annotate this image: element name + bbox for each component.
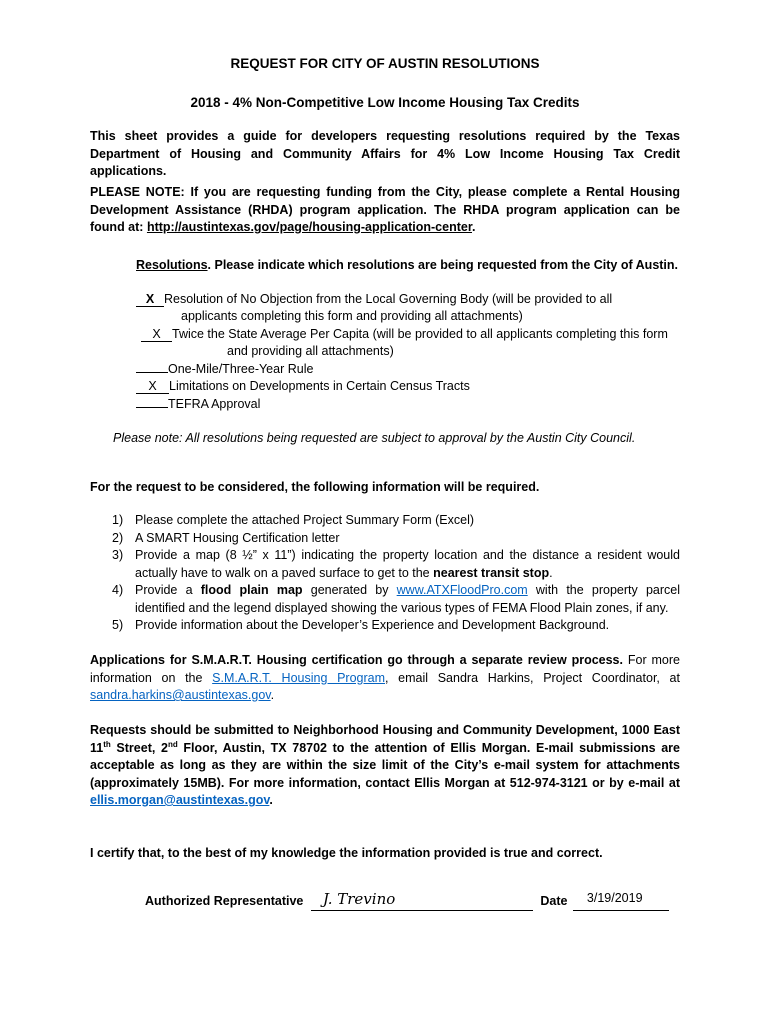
submission-text-3: Floor, Austin, TX 78702 to the attention of Ellis Morgan. E-mail submissions are acceptable as long as they are within the size limit of the City’s e-mail system for attachments (approximately 15MB). For more information, contact Ellis Morgan at 512-974-3121 or by e-mail at xyxy=(90,740,680,790)
smart-text-2: , email Sandra Harkins, Project Coordinator, at xyxy=(385,670,680,685)
resolutions-label: Resolutions xyxy=(136,258,208,272)
please-note-paragraph xyxy=(90,184,680,237)
resolution-item-tefra xyxy=(136,396,260,414)
list-number: 1) xyxy=(112,513,124,527)
list-text-mid: generated by xyxy=(302,583,397,597)
required-info-list xyxy=(90,512,680,635)
resolution-item-one-mile xyxy=(136,361,313,379)
smart-bold-text: Applications for S.M.A.R.T. Housing certification go through a separate review process. xyxy=(90,653,623,667)
smart-housing-program-link[interactable]: S.M.A.R.T. Housing Program xyxy=(212,670,386,685)
superscript: th xyxy=(103,739,111,749)
intro-paragraph: This sheet provides a guide for developers requesting resolutions required by the Texas Department of Housing and Community Affairs for 4% Low Income Housing Tax Credit applications. xyxy=(90,129,680,178)
list-text-end: . xyxy=(549,565,553,580)
list-number: 3) xyxy=(112,548,124,562)
list-text: Please complete the attached Project Summary Form (Excel) xyxy=(135,513,475,527)
signature-value: J. Trevino xyxy=(322,890,396,908)
list-item xyxy=(90,530,680,548)
resolution-mark[interactable]: X xyxy=(136,379,169,394)
ellis-morgan-email-link[interactable]: ellis.morgan@austintexas.gov xyxy=(90,793,270,807)
date-label: Date xyxy=(540,894,568,908)
list-text-bold: flood plain map xyxy=(200,583,303,597)
list-text-end: with the property parcel identified and the legend displayed showing the various types of FEMA Flood Plain zones, if any. xyxy=(135,583,680,615)
smart-housing-paragraph xyxy=(90,652,680,705)
resolution-mark[interactable] xyxy=(136,372,168,373)
resolution-item-census-tracts xyxy=(136,378,470,396)
list-number: 4) xyxy=(112,583,124,597)
required-info-heading: For the request to be considered, the following information will be required. xyxy=(90,480,540,494)
authorized-representative-label: Authorized Representative xyxy=(145,894,304,908)
list-item xyxy=(90,547,680,582)
page-title: REQUEST FOR CITY OF AUSTIN RESOLUTIONS xyxy=(230,56,540,71)
resolutions-note: Please note: All resolutions being requested are subject to approval by the Austin City Council. xyxy=(113,431,636,445)
smart-text: For more information on the xyxy=(90,653,680,685)
sandra-harkins-email-link[interactable]: sandra.harkins@austintexas.gov xyxy=(90,688,271,702)
please-note-text: PLEASE NOTE: If you are requesting funding from the City, please complete a Rental Housing Development Assistance (RHDA) program application. The RHDA program application can be found at: xyxy=(90,185,680,234)
certification-statement: I certify that, to the best of my knowledge the information provided is true and correct. xyxy=(90,846,603,860)
list-item xyxy=(90,617,680,635)
list-text-bold: nearest transit stop xyxy=(433,565,550,580)
list-number: 2) xyxy=(112,530,124,545)
resolution-text: Twice the State Average Per Capita (will be provided to all applicants completing this form xyxy=(172,327,668,341)
signature-row xyxy=(145,890,669,911)
resolution-text: TEFRA Approval xyxy=(168,397,261,411)
list-text: Provide information about the Developer’s Experience and Development Background. xyxy=(135,618,610,632)
resolution-item-twice-state-average xyxy=(141,326,668,344)
list-text: Provide a map (8 ½” x 11”) indicating the property location and the distance a resident would actually have to walk on a paved surface to get to the xyxy=(135,548,680,580)
list-text: Provide a xyxy=(135,583,201,597)
submission-end: . xyxy=(269,793,273,807)
resolution-mark[interactable]: X xyxy=(141,327,172,342)
resolutions-instruction: . Please indicate which resolutions are being requested from the City of Austin. xyxy=(207,258,679,272)
please-note-end: . xyxy=(472,220,476,234)
resolution-item-twice-state-average-cont: and providing all attachments) xyxy=(227,344,394,358)
resolution-item-no-objection-cont: applicants completing this form and providing all attachments) xyxy=(181,309,523,323)
resolution-item-no-objection xyxy=(136,291,612,309)
date-field[interactable] xyxy=(573,891,669,911)
resolution-mark[interactable]: X xyxy=(136,292,164,307)
list-item xyxy=(90,512,680,530)
resolution-mark[interactable] xyxy=(136,407,168,408)
list-item xyxy=(90,582,680,617)
smart-end: . xyxy=(270,688,275,702)
resolution-text: Limitations on Developments in Certain Census Tracts xyxy=(169,379,470,393)
rhda-application-link[interactable]: http://austintexas.gov/page/housing-application-center xyxy=(146,220,472,234)
submission-paragraph xyxy=(90,722,680,810)
list-number: 5) xyxy=(112,618,124,632)
submission-text-2: Street, 2 xyxy=(110,740,168,755)
date-value: 3/19/2019 xyxy=(586,891,643,905)
signature-field[interactable] xyxy=(311,890,533,911)
resolution-text: One-Mile/Three-Year Rule xyxy=(168,362,314,376)
atx-floodpro-link[interactable]: www.ATXFloodPro.com xyxy=(396,583,528,597)
list-text: A SMART Housing Certification letter xyxy=(135,530,340,545)
superscript: nd xyxy=(167,739,178,749)
submission-text: Requests should be submitted to Neighborhood Housing and Community Development, 1000 East 11 xyxy=(90,723,680,755)
page-subtitle: 2018 - 4% Non-Competitive Low Income Housing Tax Credits xyxy=(190,95,580,110)
resolution-text: Resolution of No Objection from the Local Governing Body (will be provided to all xyxy=(164,292,613,306)
resolutions-heading xyxy=(136,257,678,275)
